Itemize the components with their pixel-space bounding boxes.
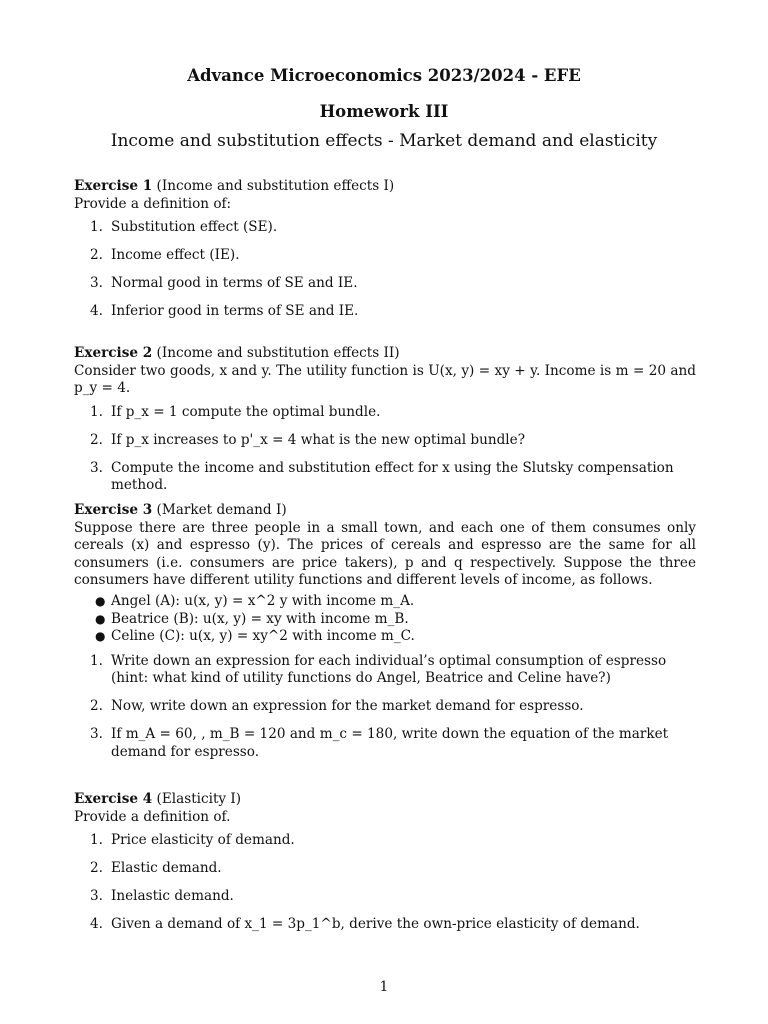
page-number: 1 [379, 979, 389, 995]
item-text: Inferior good in terms of SE and IE. [111, 303, 359, 320]
item-number: 2. [90, 247, 103, 264]
exercise-label: Exercise 3 [74, 502, 153, 518]
exercise-1 [74, 178, 696, 331]
exercise-4 [74, 791, 696, 944]
exercise-intro: Consider two goods, x and y. The utility function is U(x, y) = xy + y. Income is m = 20 and p_y = 4. [74, 362, 696, 397]
item-text: If p_x = 1 compute the optimal bundle. [111, 403, 381, 420]
item-text: Normal good in terms of SE and IE. [111, 275, 358, 292]
item-text: Inelastic demand. [111, 888, 234, 905]
item-number: 2. [90, 698, 103, 715]
item-number: 1. [90, 219, 103, 236]
list-item [74, 303, 696, 321]
list-item [74, 219, 696, 237]
list-item [74, 832, 696, 850]
item-number: 3. [90, 275, 103, 292]
exercise-heading [74, 791, 696, 809]
exercise-label: Exercise 2 [74, 345, 153, 361]
list-item [74, 888, 696, 906]
item-text: Price elasticity of demand. [111, 832, 295, 849]
list-item [74, 726, 696, 761]
item-text: If p_x increases to p'_x = 4 what is the new optimal bundle? [111, 431, 525, 448]
exercise-3 [74, 502, 696, 772]
exercise-heading [74, 502, 696, 520]
list-item [74, 611, 696, 629]
item-number: 3. [90, 459, 103, 476]
item-text: Beatrice (B): u(x, y) = xy with income m_B. [111, 610, 409, 627]
exercise-topic: (Market demand I) [156, 502, 287, 518]
consumer-list [74, 593, 696, 646]
exercise-list [74, 832, 696, 934]
document-topic: Income and substitution effects - Market demand and elasticity [110, 131, 658, 151]
exercise-list [74, 404, 696, 495]
exercise-2 [74, 345, 696, 505]
item-text: Write down an expression for each individual’s optimal consumption of espresso (hint: what kind of utility functions do Angel, Beatrice and Celine have?) [111, 652, 667, 687]
list-item [74, 593, 696, 611]
exercise-heading [74, 178, 696, 196]
item-text: Given a demand of x_1 = 3p_1^b, derive the own-price elasticity of demand. [111, 916, 640, 933]
list-item [74, 460, 696, 495]
list-item [74, 432, 696, 450]
exercise-intro: Provide a definition of. [74, 808, 231, 825]
item-number: 1. [90, 832, 103, 849]
exercise-label: Exercise 4 [74, 791, 153, 807]
item-text: Angel (A): u(x, y) = x^2 y with income m_A. [111, 592, 415, 609]
item-number: 3. [90, 888, 103, 905]
item-text: Income effect (IE). [111, 247, 240, 264]
item-text: Elastic demand. [111, 860, 222, 877]
item-text: Now, write down an expression for the market demand for espresso. [111, 698, 584, 715]
exercise-topic: (Income and substitution effects II) [156, 345, 400, 361]
list-item [74, 247, 696, 265]
item-text: Substitution effect (SE). [111, 219, 278, 236]
exercise-label: Exercise 1 [74, 178, 153, 194]
item-number: 2. [90, 860, 103, 877]
item-text: Celine (C): u(x, y) = xy^2 with income m_C. [111, 628, 415, 645]
item-text: If m_A = 60, , m_B = 120 and m_c = 180, write down the equation of the market demand for espresso. [111, 726, 669, 760]
item-number: 4. [90, 916, 103, 933]
exercise-topic: (Income and substitution effects I) [156, 178, 395, 194]
item-number: 1. [90, 403, 103, 420]
item-number: 2. [90, 431, 103, 448]
exercise-list [74, 219, 696, 321]
list-item [74, 698, 696, 716]
list-item [74, 860, 696, 878]
bullet-icon: ● [95, 629, 106, 644]
list-item [74, 628, 696, 646]
item-number: 4. [90, 303, 103, 320]
exercise-list [74, 653, 696, 762]
document-subtitle: Homework III [319, 102, 449, 121]
exercise-intro: Provide a definition of: [74, 195, 232, 212]
item-text: Compute the income and substitution effect for x using the Slutsky compensation method. [111, 459, 674, 494]
bullet-icon: ● [95, 611, 106, 626]
exercise-heading [74, 345, 696, 363]
list-item [74, 916, 696, 934]
list-item [74, 653, 696, 688]
bullet-icon: ● [95, 593, 106, 608]
exercise-intro: Suppose there are three people in a small town, and each one of them consumes only cereals (x) and espresso (y). The prices of cereals and espresso are the same for all consumers (i.e. consumers are price takers), p and q respectively. Suppose the three consumers have different utility functions and different levels of income, as follows. [74, 519, 696, 589]
document-title: Advance Microeconomics 2023/2024 - EFE [187, 66, 581, 85]
list-item [74, 275, 696, 293]
item-number: 1. [90, 652, 103, 669]
exercise-topic: (Elasticity I) [156, 791, 242, 807]
list-item [74, 404, 696, 422]
item-number: 3. [90, 726, 103, 743]
